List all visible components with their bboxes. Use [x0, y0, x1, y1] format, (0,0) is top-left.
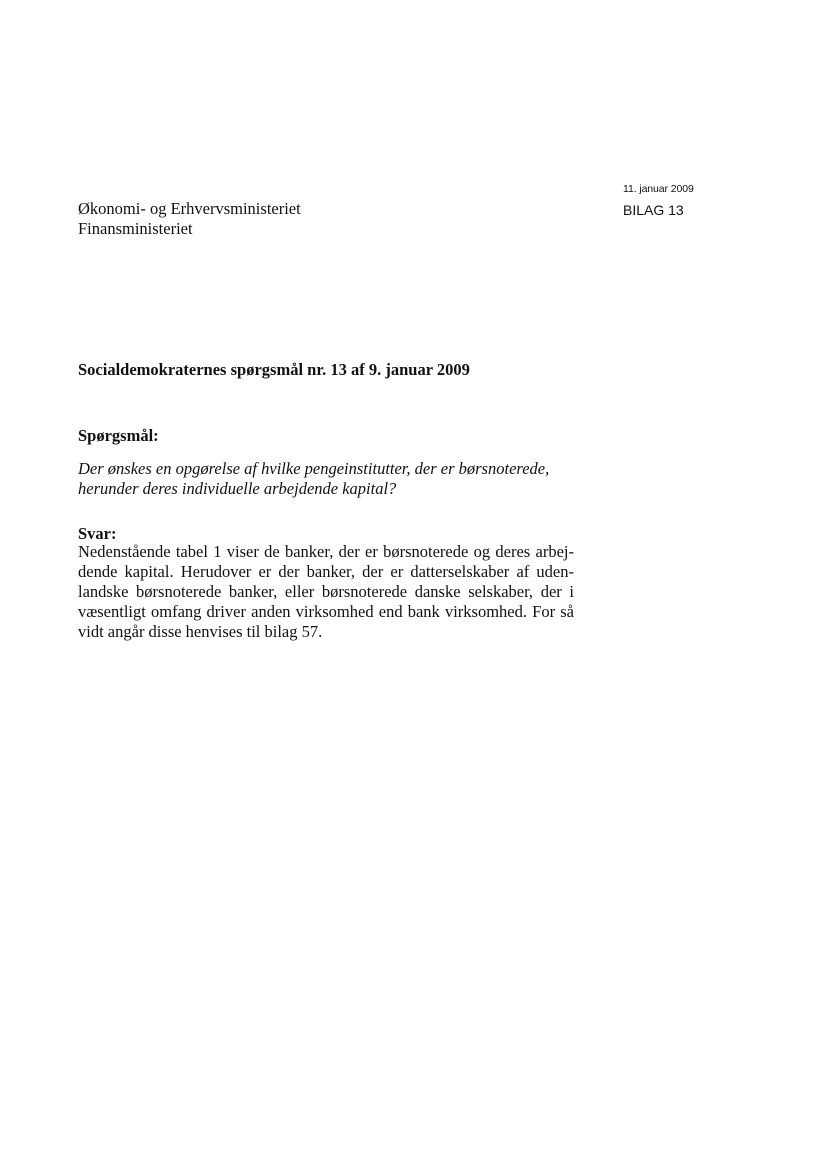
answer-heading: Svar:	[78, 524, 117, 543]
document-date: 11. januar 2009	[623, 183, 694, 195]
answer-text: Nedenstående tabel 1 viser de banker, der er børsnoterede og deres arbejdende kapital. Herudover er der banker, der er datterselskaber af udenlandske børsnoterede banker, eller børsnoterede danske selskaber, der i væsentligt omfang driver anden virksomhed end bank virksomhed. For så vidt angår disse henvises til bilag 57.	[78, 542, 574, 641]
sender-ministry-2: Finansministeriet	[78, 219, 193, 238]
question-heading: Spørgsmål:	[78, 426, 159, 445]
question-text: Der ønskes en opgørelse af hvilke pengeinstitutter, der er børsnoterede, herunder deres individuelle arbejdende kapital?	[78, 459, 550, 498]
sender-ministry-1: Økonomi- og Erhvervsministeriet	[78, 199, 301, 218]
document-subject: Socialdemokraternes spørgsmål nr. 13 af 9. januar 2009	[78, 360, 470, 379]
sender-block	[78, 199, 301, 239]
bilag-number: BILAG 13	[623, 202, 684, 218]
